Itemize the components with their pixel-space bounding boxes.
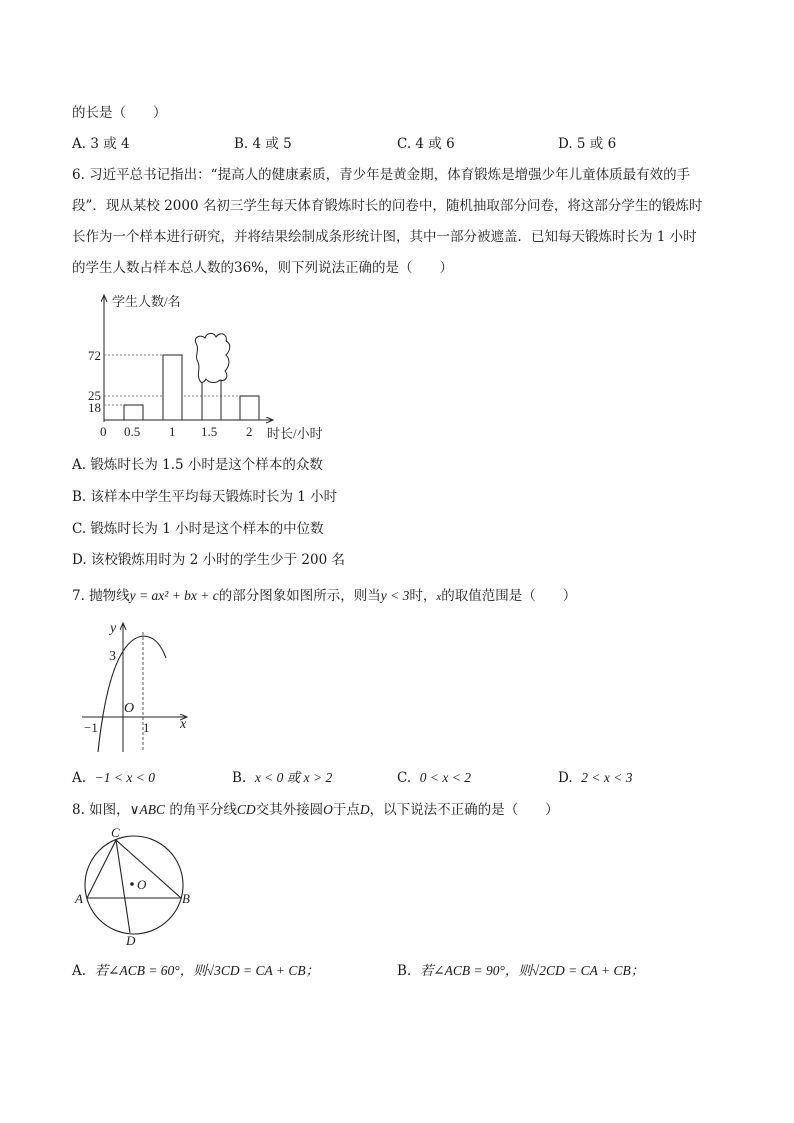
q7-var: x: [436, 591, 442, 603]
q5-option-a: A. 3 或 4: [72, 136, 130, 152]
x-tick-1.5: 1.5: [201, 424, 218, 439]
q6-stem-line-4: 的学生人数占样本总人数的36%，则下列说法正确的是（ ）: [72, 260, 454, 276]
q8-option-b-text: 若∠ACB = 90°，则√2CD = CA + CB；: [419, 963, 645, 978]
q8-tail: ，以下说法不正确的是（ ）: [369, 802, 559, 818]
q7-label-origin: O: [124, 701, 135, 716]
q6-option-c: C. 锻炼时长为 1 小时是这个样本的中位数: [72, 521, 324, 537]
x-tick-1: 1: [169, 424, 176, 439]
q8-label-d: D: [126, 933, 136, 948]
q8-seg: CD: [236, 802, 256, 817]
q6-option-a: A. 锻炼时长为 1.5 小时是这个样本的众数: [72, 457, 323, 473]
q8-label-o: O: [137, 877, 147, 892]
y-tick-25: 25: [88, 388, 101, 403]
x-axis-label: 时长/小时: [267, 426, 323, 441]
q7-option-b-text: x < 0 或 x > 2: [254, 770, 333, 785]
q8-center-dot: [130, 882, 134, 886]
q5-option-c: C. 4 或 6: [397, 136, 455, 152]
q8-point: D: [359, 802, 370, 817]
q6-stem-line-3: 长作为一个样本进行研究，并将结果绘制成条形统计图，其中一部分被遮盖．已知每天锻炼时长为 1 小时: [72, 229, 697, 245]
q7-equation: y = ax² + bx + c: [129, 588, 219, 603]
q7-label-x: x: [180, 717, 187, 732]
q8-middle3: 于点: [332, 802, 360, 818]
q6-option-b: B. 该样本中学生平均每天锻炼时长为 1 小时: [72, 489, 338, 505]
q7-label-minus1: −1: [84, 720, 98, 735]
q7-label-3: 3: [109, 649, 116, 664]
q7-option-b-letter: B.: [232, 770, 247, 786]
q7-label-1: 1: [143, 720, 150, 735]
q7-tail: 时，: [409, 588, 437, 604]
q8-option-b-letter: B.: [397, 963, 412, 979]
q8-segment-cd: [116, 840, 130, 933]
q8-middle: 的角平分线: [165, 802, 237, 818]
q8-triangle: ∨ABC: [129, 802, 166, 817]
q7-condition: y < 3: [380, 588, 410, 603]
q8-option-a: [72, 962, 319, 980]
q8-option-a-text: 若∠ACB = 60°，则√3CD = CA + CB；: [94, 963, 320, 978]
q6-stem-line-2: 段”．现从某校 2000 名初三学生每天体育锻炼时长的问卷中，随机抽取部分问卷，将这部分学生的锻炼时: [72, 198, 703, 214]
q6-stem-line-1: 6. 习近平总书记指出：“提高人的健康素质，青少年是黄金期，体育锻炼是增强少年儿童体质最有效的手: [72, 167, 691, 183]
q7-option-a-letter: A.: [72, 770, 87, 786]
q8-circumcircle: [85, 836, 183, 934]
q8-circle: O: [323, 802, 333, 817]
q7-option-d-text: 2 < x < 3: [581, 770, 633, 785]
x-tick-2: 2: [246, 424, 253, 439]
q7-option-c-text: 0 < x < 2: [419, 770, 471, 785]
y-tick-18: 18: [88, 400, 101, 415]
q7-option-c-letter: C.: [397, 770, 412, 786]
q7-prefix: 7. 抛物线: [72, 588, 130, 604]
q8-option-a-letter: A.: [72, 963, 87, 979]
q8-middle2: 交其外接圆: [255, 802, 324, 818]
q7-label-y: y: [110, 621, 117, 636]
q5-stem-tail: 的长是（ ）: [72, 105, 167, 121]
q8-label-b: B: [182, 891, 190, 906]
q8-prefix: 8. 如图，: [72, 802, 130, 818]
q7-tail2: 的取值范围是（ ）: [441, 588, 577, 604]
q7-option-a-text: −1 < x < 0: [94, 770, 155, 785]
q7-option-d-letter: D.: [558, 770, 573, 786]
q8-label-a: A: [75, 891, 83, 906]
q8-option-b: [397, 962, 644, 980]
q6-option-d: D. 该校锻炼用时为 2 小时的学生少于 200 名: [72, 552, 345, 568]
q7-middle: 的部分图象如图所示，则当: [218, 588, 381, 604]
origin-label: 0: [100, 424, 107, 439]
q8-label-c: C: [111, 825, 120, 840]
y-axis-label: 学生人数/名: [112, 294, 181, 309]
y-tick-72: 72: [88, 348, 101, 363]
q5-option-d: D. 5 或 6: [558, 136, 617, 152]
q8-side-cb: [116, 840, 181, 898]
q5-option-b: B. 4 或 5: [234, 136, 292, 152]
x-tick-0.5: 0.5: [124, 424, 141, 439]
